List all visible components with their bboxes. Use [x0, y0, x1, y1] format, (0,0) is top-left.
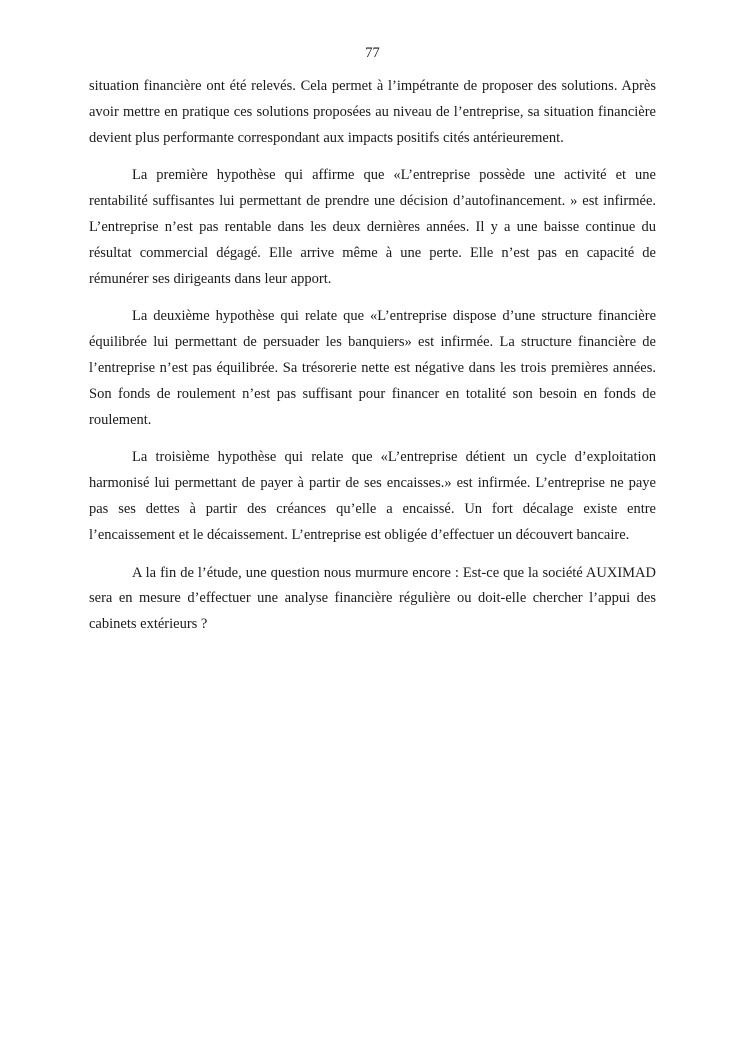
page-number: 77 — [365, 45, 380, 61]
paragraph-first-hypothesis: La première hypothèse qui affirme que «L’entreprise possède une activité et une rentabilité suffisantes lui permettant de prendre une décision d’autofinancement. » est infirmée. L’entreprise n’est pas rentable dans les deux dernières années. Il y a une baisse continue du résultat commercial dégagé. Elle arrive même à une perte. Elle n’est pas en capacité de rémunérer ses dirigeants dans leur apport. — [89, 167, 656, 287]
paragraph-continuation: situation financière ont été relevés. Cela permet à l’impétrante de proposer des solutions. Après avoir mettre en pratique ces solutions proposées au niveau de l’entreprise, sa situation financière devient plus performante correspondant aux impacts positifs cités antérieurement. — [89, 78, 656, 146]
page-body — [89, 74, 656, 650]
paragraph-second-hypothesis: La deuxième hypothèse qui relate que «L’entreprise dispose d’une structure financière équilibrée lui permettant de persuader les banquiers» est infirmée. La structure financière de l’entreprise n’est pas équilibrée. Sa trésorerie nette est négative dans les trois premières années. Son fonds de roulement n’est pas suffisant pour financer en totalité son besoin en fonds de roulement. — [89, 308, 656, 428]
paragraph-closing-question: A la fin de l’étude, une question nous murmure encore : Est-ce que la société AUXIMAD sera en mesure d’effectuer une analyse financière régulière ou doit-elle chercher l’appui des cabinets extérieurs ? — [89, 564, 656, 633]
paragraph-third-hypothesis: La troisième hypothèse qui relate que «L’entreprise détient un cycle d’exploitation harmonisé lui permettant de payer à partir de ses encaisses.» est infirmée. L’entreprise ne paye pas ses dettes à partir des créances qu’elle a encaissé. Un fort décalage existe entre l’encaissement et le décaissement. L’entreprise est obligée d’effectuer un découvert bancaire. — [89, 449, 656, 543]
